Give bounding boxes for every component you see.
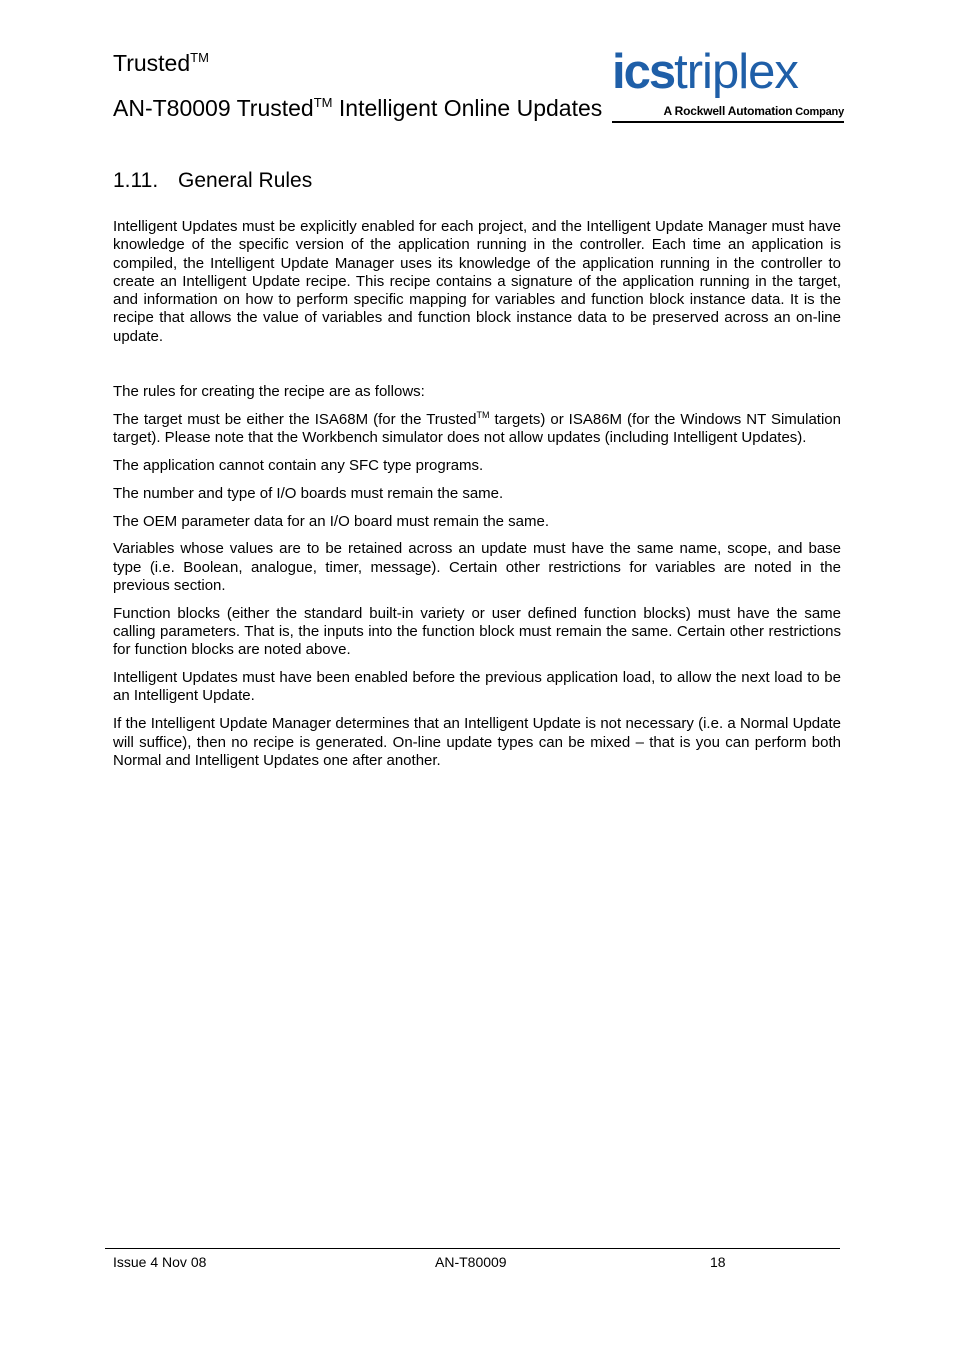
ics-triplex-logo (612, 44, 844, 122)
paragraph-rule-function-blocks: Function blocks (either the standard built-in variety or user defined function blocks) must have the same calling parameters. That is, the inputs into the function block must remain the same. Certain other restrictions for function blocks are noted above. (113, 604, 841, 659)
section-title: General Rules (178, 169, 313, 192)
document-body (113, 218, 841, 780)
header-title-trademark: TM (190, 50, 209, 65)
footer-page-number: 18 (710, 1254, 726, 1270)
paragraph-rule-normal: If the Intelligent Update Manager determines that an Intelligent Update is not necessary (i.e. a Normal Update will suffice), then no recipe is generated. On-line update types can be mixed – that is you can perform both Normal and Intelligent Updates one after another. (113, 715, 841, 769)
paragraph-rule-io: The number and type of I/O boards must remain the same. (113, 484, 504, 502)
rule-target-part-b: targets) or ISA86M (for the Windows NT Simulation target). Please note that the Workbench simulator does not allow updates (including Intelligent Updates). (113, 410, 841, 447)
header-rule (612, 121, 844, 123)
header-title (113, 48, 209, 78)
rule-target-trademark: TM (476, 409, 490, 420)
section-number: 1.11. (113, 169, 159, 192)
header-subtitle-suffix: Intelligent Online Updates (332, 95, 603, 121)
logo-triplex: triplex (674, 45, 798, 99)
logo-tagline-brand: Rockwell Automation (674, 104, 793, 118)
logo-wordmark (612, 44, 798, 100)
rule-target-part-a: The target must be either the ISA68M (for the Trusted (113, 410, 477, 428)
logo-tagline-company: Company (792, 106, 844, 118)
footer-doc-id: AN-T80009 (435, 1254, 507, 1270)
logo-tagline-a: A (663, 104, 675, 118)
header-subtitle-prefix: AN-T80009 Trusted (113, 95, 314, 121)
footer-rule (105, 1248, 840, 1249)
paragraph-rules-lead: The rules for creating the recipe are as follows: (113, 383, 425, 401)
paragraph-intro: Intelligent Updates must be explicitly enabled for each project, and the Intelligent Update Manager must have knowledge of the specific version of the application running in the controller. Each time an application is compiled, the Intelligent Update Manager uses its knowledge of the application running in the controller to create an Intelligent Update recipe. This recipe contains a signature of the application running in the target, and information on how to perform specific mapping for variables and function block instance data. It is the recipe that allows the value of variables and function block instance data to be preserved across an on-line update. (113, 218, 841, 345)
header-title-text: Trusted (113, 50, 191, 76)
header-subtitle (113, 93, 602, 123)
paragraph-rule-target (113, 411, 841, 448)
paragraph-rule-variables: Variables whose values are to be retained across an update must have the same name, scope, and base type (i.e. Boolean, analogue, timer, message). Certain other restrictions for variables are noted in the previous section. (113, 540, 841, 594)
footer-issue: Issue 4 Nov 08 (113, 1254, 207, 1270)
header-subtitle-trademark: TM (313, 95, 333, 110)
logo-ics: ics (612, 45, 675, 99)
paragraph-rule-oem: The OEM parameter data for an I/O board must remain the same. (113, 512, 550, 530)
section-heading (113, 167, 312, 195)
logo-tagline (664, 104, 845, 119)
paragraph-rule-sfc: The application cannot contain any SFC type programs. (113, 456, 484, 474)
paragraph-rule-enabled: Intelligent Updates must have been enabled before the previous application load, to allow the next load to be an Intelligent Update. (113, 669, 841, 705)
